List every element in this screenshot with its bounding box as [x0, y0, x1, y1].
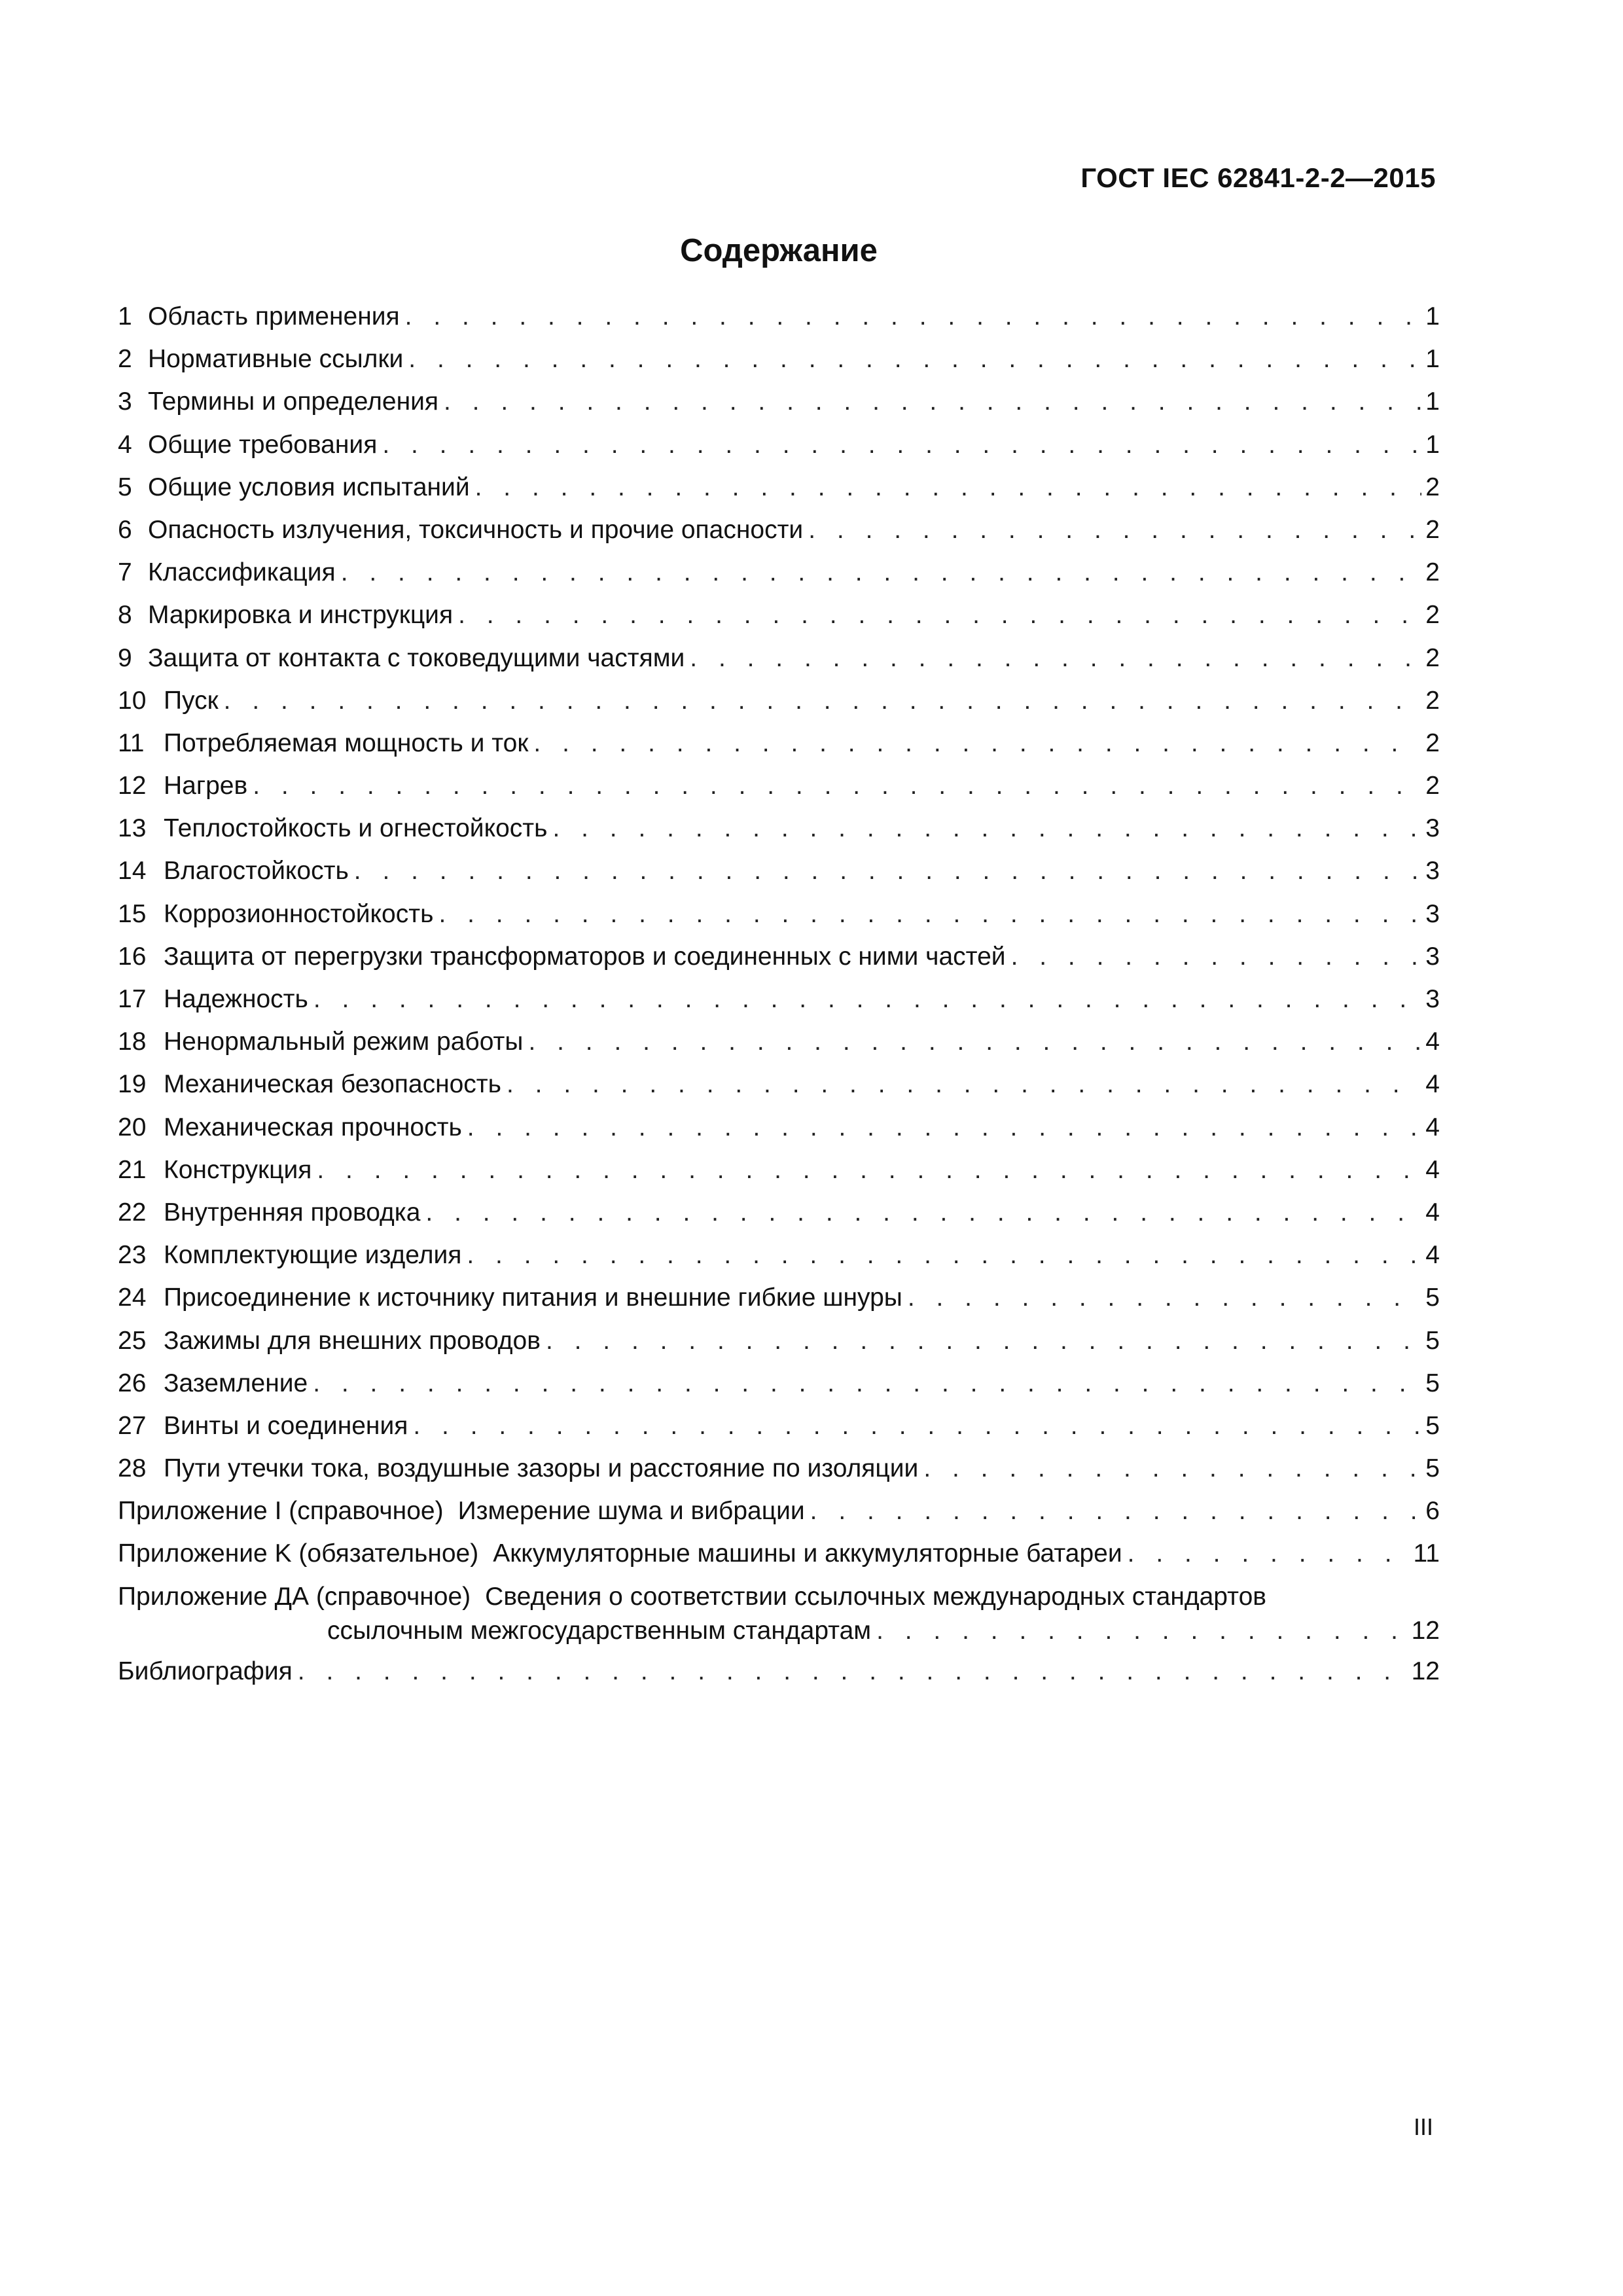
toc-entry-number: 28 — [118, 1454, 147, 1483]
dot-leader — [253, 772, 1421, 800]
toc-entry-22[interactable] — [118, 1198, 1440, 1241]
dot-leader — [438, 900, 1421, 929]
toc-entry-number: 21 — [118, 1155, 147, 1184]
toc-entry-page: 2 — [1425, 728, 1440, 757]
toc-entry-page: 1 — [1425, 430, 1440, 459]
toc-appendix-i[interactable] — [118, 1497, 1440, 1539]
toc-entry-title: Область применения — [148, 302, 400, 331]
dot-leader — [425, 1198, 1421, 1227]
toc-entry-number: 13 — [118, 814, 147, 843]
toc-entry-title: Внутренняя проводка — [164, 1198, 421, 1227]
toc-entry-1[interactable] — [118, 302, 1440, 345]
toc-entry-page: 6 — [1425, 1497, 1440, 1526]
appendix-title: Аккумуляторные машины и аккумуляторные батареи — [493, 1539, 1122, 1568]
toc-entry-number: 24 — [118, 1283, 147, 1312]
toc-entry-page: 3 — [1425, 942, 1440, 971]
dot-leader — [533, 729, 1421, 758]
toc-entry-9[interactable] — [118, 644, 1440, 687]
toc-entry-number: 11 — [118, 728, 145, 757]
toc-entry-page: 4 — [1425, 1028, 1440, 1056]
toc-entry-page: 4 — [1425, 1155, 1440, 1184]
toc-entry-number: 9 — [118, 643, 132, 672]
toc-entry-title: Защита от перегрузки трансформаторов и соединенных с ними частей — [164, 942, 1006, 971]
table-of-contents — [118, 302, 1440, 1700]
toc-entry-title: Пуск — [164, 686, 219, 715]
dot-leader — [467, 1113, 1422, 1142]
toc-entry-page: 4 — [1425, 1113, 1440, 1141]
dot-leader — [1128, 1539, 1410, 1568]
dot-leader — [507, 1070, 1421, 1099]
toc-entry-page: 2 — [1425, 686, 1440, 715]
toc-entry-24[interactable] — [118, 1283, 1440, 1326]
appendix-title-line-1 — [118, 1583, 1440, 1617]
toc-entry-page: 2 — [1425, 601, 1440, 630]
toc-entry-21[interactable] — [118, 1156, 1440, 1198]
toc-entry-title: Пути утечки тока, воздушные зазоры и расстояние по изоляции — [164, 1454, 919, 1483]
dot-leader — [413, 1412, 1421, 1441]
toc-entry-number: 27 — [118, 1411, 147, 1440]
toc-entry-number: 1 — [118, 302, 132, 331]
toc-entry-15[interactable] — [118, 900, 1440, 942]
toc-entry-title: Механическая безопасность — [164, 1070, 501, 1099]
toc-bibliography[interactable] — [118, 1657, 1440, 1700]
toc-entry-4[interactable] — [118, 431, 1440, 473]
dot-leader — [458, 601, 1421, 630]
toc-entry-10[interactable] — [118, 687, 1440, 729]
dot-leader — [405, 302, 1422, 331]
toc-entry-page: 2 — [1425, 772, 1440, 800]
toc-appendix-da[interactable] — [118, 1583, 1440, 1657]
toc-entry-title: Нагрев — [164, 772, 248, 800]
toc-entry-page: 3 — [1425, 985, 1440, 1013]
toc-appendix-k[interactable] — [118, 1539, 1440, 1582]
toc-entry-page: 4 — [1425, 1198, 1440, 1227]
document-code: ГОСТ IEC 62841-2-2—2015 — [1080, 162, 1436, 193]
toc-entry-title: Влагостойкость — [164, 857, 349, 886]
toc-entry-page: 12 — [1411, 1616, 1440, 1645]
toc-entry-number: 14 — [118, 857, 147, 886]
toc-entry-page: 2 — [1425, 515, 1440, 544]
dot-leader — [354, 857, 1422, 886]
toc-entry-20[interactable] — [118, 1113, 1440, 1156]
dot-leader — [810, 1497, 1422, 1526]
toc-entry-16[interactable] — [118, 942, 1440, 985]
toc-entry-page: 3 — [1425, 899, 1440, 928]
toc-entry-page: 1 — [1425, 345, 1440, 374]
toc-entry-number: 6 — [118, 515, 132, 544]
toc-entry-page: 4 — [1425, 1241, 1440, 1270]
toc-entry-title: Конструкция — [164, 1155, 312, 1184]
toc-entry-14[interactable] — [118, 857, 1440, 899]
page-title: Содержание — [680, 233, 878, 268]
toc-entry-3[interactable] — [118, 387, 1440, 430]
toc-entry-number: 16 — [118, 942, 147, 971]
toc-entry-title: Нормативные ссылки — [148, 345, 404, 374]
dot-leader — [382, 431, 1421, 459]
dot-leader — [923, 1454, 1421, 1483]
toc-entry-title: Зажимы для внешних проводов — [164, 1326, 541, 1355]
appendix-title: Сведения о соответствии ссылочных международных стандартов — [485, 1582, 1266, 1611]
toc-entry-page: 5 — [1425, 1411, 1440, 1440]
dot-leader — [341, 558, 1422, 587]
toc-entry-number: 22 — [118, 1198, 147, 1227]
appendix-title-line-2 — [118, 1617, 1440, 1657]
toc-entry-number: 18 — [118, 1028, 147, 1056]
toc-entry-23[interactable] — [118, 1241, 1440, 1283]
toc-entry-number: 2 — [118, 345, 132, 374]
toc-entry-title: Опасность излучения, токсичность и прочие опасности — [148, 515, 804, 544]
toc-entry-page: 3 — [1425, 814, 1440, 843]
toc-entry-28[interactable] — [118, 1454, 1440, 1497]
toc-entry-19[interactable] — [118, 1070, 1440, 1113]
toc-entry-number: 7 — [118, 558, 132, 587]
toc-entry-title: Маркировка и инструкция — [148, 601, 454, 630]
toc-entry-page: 1 — [1425, 302, 1440, 331]
toc-entry-title: Механическая прочность — [164, 1113, 462, 1141]
toc-entry-7[interactable] — [118, 558, 1440, 601]
toc-entry-5[interactable] — [118, 473, 1440, 516]
toc-entry-title: Надежность — [164, 985, 308, 1013]
toc-entry-number: 12 — [118, 772, 147, 800]
toc-entry-number: 25 — [118, 1326, 147, 1355]
toc-entry-title: Присоединение к источнику питания и внешние гибкие шнуры — [164, 1283, 902, 1312]
toc-entry-number: 20 — [118, 1113, 147, 1141]
dot-leader — [475, 473, 1422, 502]
toc-entry-title: Заземление — [164, 1369, 308, 1397]
dot-leader — [298, 1657, 1408, 1686]
toc-entry-17[interactable] — [118, 985, 1440, 1028]
toc-entry-6[interactable] — [118, 516, 1440, 558]
toc-entry-27[interactable] — [118, 1412, 1440, 1454]
dot-leader — [408, 345, 1421, 374]
toc-entry-number: 8 — [118, 601, 132, 630]
toc-entry-number: 3 — [118, 387, 132, 416]
toc-entry-title: Защита от контакта с токоведущими частями — [148, 643, 685, 672]
toc-entry-title: Термины и определения — [148, 387, 439, 416]
appendix-label: Приложение I (справочное) — [118, 1497, 444, 1526]
toc-entry-13[interactable] — [118, 814, 1440, 857]
toc-entry-number: 5 — [118, 473, 132, 501]
dot-leader — [224, 687, 1422, 715]
dot-leader — [1011, 942, 1422, 971]
dot-leader — [690, 644, 1421, 673]
toc-entry-page: 5 — [1425, 1454, 1440, 1483]
toc-entry-title: Классификация — [148, 558, 336, 587]
toc-entry-18[interactable] — [118, 1028, 1440, 1070]
toc-entry-page: 12 — [1411, 1657, 1440, 1685]
toc-entry-page: 4 — [1425, 1070, 1440, 1099]
bibliography-title: Библиография — [118, 1657, 293, 1685]
appendix-label: Приложение ДА (справочное) — [118, 1582, 471, 1611]
toc-entry-page: 2 — [1425, 643, 1440, 672]
toc-entry-12[interactable] — [118, 772, 1440, 814]
toc-entry-title: Общие условия испытаний — [148, 473, 470, 501]
toc-entry-title: Теплостойкость и огнестойкость — [164, 814, 548, 843]
dot-leader — [808, 516, 1421, 545]
toc-entry-number: 17 — [118, 985, 147, 1013]
toc-entry-number: 26 — [118, 1369, 147, 1397]
toc-entry-page: 5 — [1425, 1283, 1440, 1312]
toc-entry-page: 2 — [1425, 558, 1440, 587]
toc-entry-title: Общие требования — [148, 430, 378, 459]
dot-leader — [313, 1369, 1421, 1398]
toc-entry-title: Потребляемая мощность и ток — [164, 728, 529, 757]
toc-entry-number: 4 — [118, 430, 132, 459]
dot-leader — [876, 1617, 1408, 1645]
appendix-title-continued: ссылочным межгосударственным стандартам — [327, 1616, 872, 1645]
dot-leader — [546, 1327, 1421, 1355]
toc-entry-title: Коррозионностойкость — [164, 899, 434, 928]
dot-leader — [528, 1028, 1421, 1056]
toc-entry-page: 5 — [1425, 1326, 1440, 1355]
toc-entry-title: Ненормальный режим работы — [164, 1028, 524, 1056]
appendix-title: Измерение шума и вибрации — [457, 1497, 805, 1526]
dot-leader — [467, 1241, 1421, 1270]
toc-entry-title: Винты и соединения — [164, 1411, 408, 1440]
toc-entry-26[interactable] — [118, 1369, 1440, 1412]
toc-entry-8[interactable] — [118, 601, 1440, 643]
page-number: III — [1413, 2113, 1433, 2140]
toc-entry-title: Комплектующие изделия — [164, 1241, 462, 1270]
appendix-label: Приложение K (обязательное) — [118, 1539, 479, 1568]
toc-entry-number: 15 — [118, 899, 147, 928]
dot-leader — [313, 985, 1421, 1014]
toc-entry-number: 10 — [118, 686, 147, 715]
dot-leader — [908, 1283, 1421, 1312]
toc-entry-11[interactable] — [118, 729, 1440, 772]
toc-entry-page: 11 — [1413, 1539, 1440, 1568]
toc-entry-number: 23 — [118, 1241, 147, 1270]
toc-entry-25[interactable] — [118, 1327, 1440, 1369]
toc-entry-page: 3 — [1425, 857, 1440, 886]
toc-entry-page: 1 — [1425, 387, 1440, 416]
toc-entry-number: 19 — [118, 1070, 147, 1099]
dot-leader — [317, 1156, 1421, 1185]
dot-leader — [444, 387, 1421, 416]
toc-entry-page: 2 — [1425, 473, 1440, 501]
toc-entry-page: 5 — [1425, 1369, 1440, 1397]
dot-leader — [552, 814, 1421, 843]
toc-entry-2[interactable] — [118, 345, 1440, 387]
